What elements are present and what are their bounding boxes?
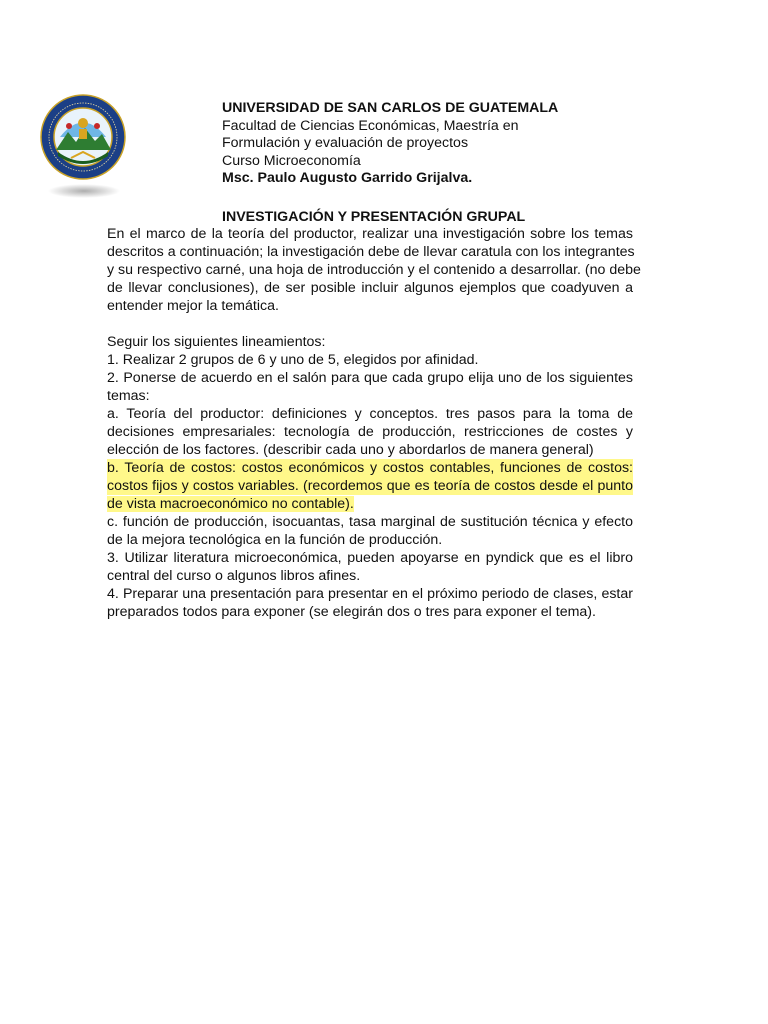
topic-c: [107, 513, 633, 549]
guidelines-heading: Seguir los siguientes lineamientos:: [107, 334, 326, 350]
text-line: entender mejor la temática.: [107, 298, 279, 314]
text-line: 3. Utilizar literatura microeconómica, pueden apoyarse en pyndick que es el libro: [107, 550, 633, 566]
text-line: a. Teoría del productor: definiciones y conceptos. tres pasos para la toma de: [107, 406, 633, 422]
document-body: [107, 225, 641, 621]
professor-name: Msc. Paulo Augusto Garrido Grijalva.: [222, 170, 473, 187]
text-line: temas:: [107, 388, 150, 404]
topic-b-highlighted: [107, 459, 633, 513]
paragraph-spacer: [107, 315, 633, 333]
text-line: elección de los factores. (describir cada uno y abordarlos de manera general): [107, 442, 594, 458]
text-line: 4. Preparar una presentación para presentar en el próximo periodo de clases, estar: [107, 586, 633, 602]
course-name: Curso Microeconomía: [222, 152, 361, 169]
text-line: de llevar conclusiones), de ser posible incluir algunos ejemplos que coadyuven a: [107, 280, 633, 296]
faculty-line-2: Formulación y evaluación de proyectos: [222, 135, 469, 152]
guideline-item-3: [107, 549, 633, 585]
document-header: [222, 100, 642, 188]
university-seal-logo: [38, 92, 128, 202]
university-name: UNIVERSIDAD DE SAN CARLOS DE GUATEMALA: [222, 100, 559, 116]
text-line: descritos a continuación; la investigación debe de llevar caratula con los integrantes: [107, 244, 635, 260]
text-line: preparados todos para exponer (se elegirán dos o tres para exponer el tema).: [107, 604, 596, 620]
text-line: b. Teoría de costos: costos económicos y costos contables, funciones de costos:: [107, 460, 633, 476]
text-line: de la mejora tecnológica en la función de producción.: [107, 532, 443, 548]
text-line: y su respectivo carné, una hoja de introducción y el contenido a desarrollar. (no debe: [107, 262, 641, 278]
text-line: costos fijos y costos variables. (recordemos que es teoría de costos desde el punto: [107, 478, 633, 494]
document-title: INVESTIGACIÓN Y PRESENTACIÓN GRUPAL: [222, 209, 526, 225]
text-line: 2. Ponerse de acuerdo en el salón para que cada grupo elija uno de los siguientes: [107, 370, 633, 386]
text-line: central del curso o algunos libros afines.: [107, 568, 361, 584]
text-line: de vista macroeconómico no contable).: [107, 496, 354, 512]
guideline-item-4: [107, 585, 633, 621]
text-line: En el marco de la teoría del productor, realizar una investigación sobre los temas: [107, 226, 633, 242]
guideline-item-1: 1. Realizar 2 grupos de 6 y uno de 5, elegidos por afinidad.: [107, 352, 479, 368]
faculty-line-1: Facultad de Ciencias Económicas, Maestría en: [222, 117, 519, 134]
topic-a: [107, 405, 633, 459]
text-line: decisiones empresariales: tecnología de producción, restricciones de costes y: [107, 424, 633, 440]
text-line: c. función de producción, isocuantas, tasa marginal de sustitución técnica y efecto: [107, 514, 633, 530]
guideline-item-2: [107, 369, 633, 405]
intro-paragraph: [107, 225, 641, 315]
